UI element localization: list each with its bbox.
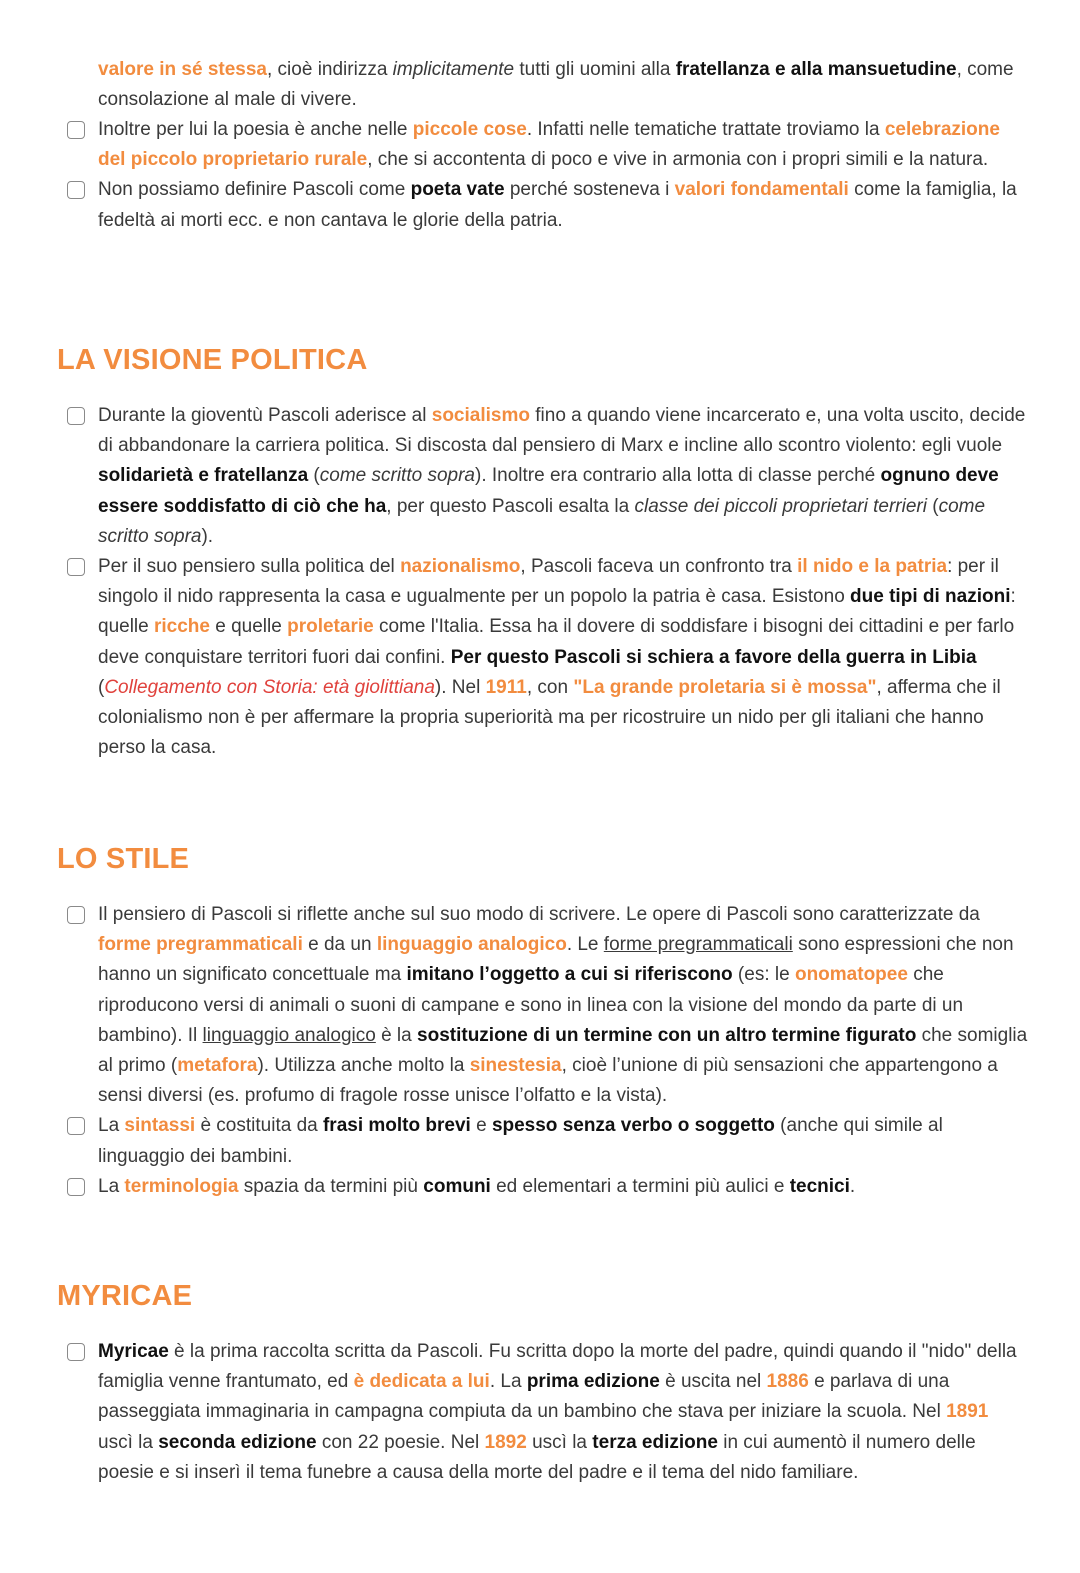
- italic-text: implicitamente: [392, 59, 515, 80]
- text-run: uscì la: [98, 1431, 159, 1453]
- checklist-item: [0, 401, 1028, 552]
- text-run: .: [849, 1175, 856, 1197]
- bold-text: solidarietà e fratellanza: [98, 465, 309, 487]
- checklist-item: [0, 175, 1028, 235]
- bold-text: sostituzione di un termine con un altro termine figurato: [417, 1024, 917, 1046]
- bold-text: comuni: [423, 1175, 491, 1197]
- text-run: con 22 poesie. Nel: [316, 1431, 485, 1453]
- text-run: (es: le: [732, 964, 795, 986]
- text-run: : quelle: [98, 586, 1016, 638]
- text-run: Il pensiero di Pascoli si riflette anche sul suo modo di scrivere. Le opere di Pascoli sono caratterizzate da: [98, 904, 980, 925]
- text-run: ed elementari a termini più aulici e: [490, 1175, 790, 1197]
- text-run: Non possiamo definire Pascoli come: [98, 179, 411, 201]
- text-run: , con: [526, 676, 574, 698]
- bold-text: terza edizione: [592, 1431, 718, 1453]
- text-run: come l'Italia. Essa ha il dovere di soddisfare i bisogni dei cittadini e per farlo deve conquistare territori fuori dai confini.: [98, 616, 1015, 668]
- underlined-text: forme pregrammaticali: [603, 934, 793, 956]
- checkbox-icon[interactable]: [67, 906, 85, 924]
- text-run: spazia da termini più: [238, 1175, 424, 1197]
- text-run: come la famiglia, la fedeltà ai morti ecc. e non cantava le glorie della patria.: [98, 179, 1017, 231]
- text-run: Inoltre per lui la poesia è anche nelle: [98, 119, 413, 140]
- text-run: . Infatti nelle tematiche trattate troviamo la: [526, 119, 885, 140]
- text-run: (anche qui simile al linguaggio dei bambini.: [98, 1115, 943, 1167]
- highlight-text: sintassi: [124, 1115, 196, 1137]
- checklist-item: [0, 1337, 1028, 1488]
- highlight-text: 1911: [485, 676, 527, 698]
- text-run: perché sosteneva i: [504, 179, 675, 201]
- highlight-text: valori fondamentali: [674, 179, 849, 201]
- section-heading: LO STILE: [57, 843, 190, 875]
- text-run: tutti gli uomini alla: [514, 59, 676, 80]
- text-run: è la prima raccolta scritta da Pascoli. Fu scritta dopo la morte del padre, quindi quando il "nido" della famiglia venne frantumato, ed: [98, 1341, 1017, 1393]
- checklist-item: [0, 115, 1028, 175]
- bold-text: seconda edizione: [158, 1431, 317, 1453]
- highlight-text: 1886: [766, 1371, 809, 1393]
- intro-checklist: [0, 115, 1080, 236]
- text-run: sono espressioni che non hanno un significato concettuale ma: [98, 934, 1014, 986]
- checklist-item: [0, 552, 1028, 763]
- text-run: e: [470, 1115, 492, 1137]
- highlight-text: sinestesia: [469, 1055, 562, 1077]
- highlight-text: forme pregrammaticali: [98, 934, 303, 956]
- highlight-text: nazionalismo: [400, 556, 521, 578]
- bold-text: ognuno deve essere soddisfatto di ciò che ha: [98, 465, 999, 517]
- text-run: , come consolazione al male di vivere.: [98, 59, 1014, 111]
- bold-text: due tipi di nazioni: [850, 586, 1011, 608]
- bold-text: spesso senza verbo o soggetto: [491, 1115, 775, 1137]
- italic-text: come scritto sopra: [98, 495, 986, 547]
- highlight-text: ricche: [154, 616, 210, 638]
- highlight-text: 1891: [946, 1401, 989, 1423]
- item-text: [98, 1111, 1028, 1171]
- checkbox-icon[interactable]: [67, 407, 85, 425]
- text-run: ).: [201, 525, 214, 547]
- text-run: , per questo Pascoli esalta la: [386, 495, 635, 517]
- bold-text: imitano l’oggetto a cui si riferiscono: [406, 964, 733, 986]
- text-run: fino a quando viene incarcerato e, una volta uscito, decide di abbandonare la carriera politica. Si discosta dal pensiero di Marx e incline allo scontro violento: egli vuole: [98, 405, 1026, 457]
- text-run: uscì la: [526, 1431, 593, 1453]
- checkbox-icon[interactable]: [67, 558, 85, 576]
- link-text: Collegamento con Storia: età giolittiana: [104, 676, 435, 698]
- section-heading: MYRICAE: [57, 1280, 193, 1312]
- item-text: [98, 115, 1028, 175]
- text-run: è uscita nel: [659, 1371, 767, 1393]
- text-run: ). Utilizza anche molto la: [257, 1055, 470, 1077]
- highlight-text: proletarie: [287, 616, 374, 638]
- text-run: è costituita da: [195, 1115, 323, 1137]
- text-run: , cioè l’unione di più sensazioni che appartengono a sensi diversi (es. profumo di fragole rosse unisce l’olfatto e la vista).: [98, 1055, 998, 1107]
- bold-text: tecnici: [789, 1175, 850, 1197]
- item-text: [98, 1172, 1028, 1202]
- item-text: [98, 401, 1028, 552]
- intro-paragraph: [98, 55, 1028, 115]
- highlight-text: "La grande proletaria si è mossa": [573, 676, 877, 698]
- text-run: è la: [375, 1024, 418, 1046]
- intro-block: [98, 55, 1028, 115]
- text-run: Per il suo pensiero sulla politica del: [98, 556, 401, 578]
- bold-text: frasi molto brevi: [322, 1115, 471, 1137]
- item-text: [98, 900, 1028, 1111]
- highlight-text: 1892: [484, 1431, 527, 1453]
- text-run: La: [98, 1115, 125, 1137]
- text-run: (: [926, 495, 939, 517]
- text-run: , cioè indirizza: [267, 59, 393, 80]
- highlight-text: il nido e la patria: [797, 556, 948, 578]
- text-run: : per il singolo il nido rappresenta la casa e ugualmente per un popolo la patria è casa. Esistono: [98, 556, 999, 608]
- highlight-text: piccole cose: [412, 119, 527, 140]
- highlight-text: è dedicata a lui: [353, 1371, 490, 1393]
- bold-text: poeta vate: [410, 179, 505, 201]
- checklist-item: [0, 900, 1028, 1111]
- bold-text: fratellanza e alla mansuetudine: [675, 59, 957, 80]
- text-run: e da un: [302, 934, 377, 956]
- text-run: Durante la gioventù Pascoli aderisce al: [98, 405, 432, 426]
- text-run: in cui aumentò il numero delle poesie e si inserì il tema funebre a causa della morte del padre e il tema del nido familiare.: [98, 1431, 976, 1483]
- text-run: e quelle: [209, 616, 288, 638]
- text-run: , afferma che il colonialismo non è per affermare la propria superiorità ma per ricostruire un nido per gli italiani che hanno perso la casa.: [98, 676, 1001, 759]
- highlight-text: valore in sé stessa: [98, 59, 267, 80]
- italic-text: come scritto sopra: [319, 465, 475, 487]
- checkbox-icon[interactable]: [67, 121, 85, 139]
- text-run: La: [98, 1175, 125, 1197]
- text-run: , che si accontenta di poco e vive in armonia con i propri simili e la natura.: [367, 149, 989, 171]
- text-run: che riproducono versi di animali o suoni di campane e sono in linea con la visione del mondo da parte di un bambino). Il: [98, 964, 964, 1046]
- text-run: (: [308, 465, 320, 487]
- highlight-text: metafora: [177, 1055, 258, 1077]
- item-text: [98, 175, 1028, 235]
- highlight-text: terminologia: [124, 1175, 239, 1197]
- checkbox-icon[interactable]: [67, 1178, 85, 1196]
- text-run: . La: [489, 1371, 527, 1393]
- text-run: , Pascoli faceva un confronto tra: [520, 556, 798, 578]
- highlight-text: linguaggio analogico: [376, 934, 567, 956]
- section-heading: LA VISIONE POLITICA: [57, 344, 368, 376]
- text-run: (: [98, 676, 105, 698]
- item-text: [98, 552, 1028, 763]
- checklist-item: [0, 1172, 1028, 1202]
- text-run: ). Inoltre era contrario alla lotta di classe perché: [475, 465, 881, 487]
- checkbox-icon[interactable]: [67, 1117, 85, 1135]
- item-text: [98, 1337, 1028, 1488]
- italic-text: classe dei piccoli proprietari terrieri: [634, 495, 927, 517]
- checkbox-icon[interactable]: [67, 181, 85, 199]
- highlight-text: onomatopee: [794, 964, 908, 986]
- highlight-text: celebrazione del piccolo proprietario rurale: [98, 119, 1000, 171]
- bold-text: Per questo Pascoli si schiera a favore della guerra in Libia: [450, 646, 977, 668]
- highlight-text: socialismo: [431, 405, 530, 426]
- bold-text: prima edizione: [526, 1371, 660, 1393]
- checklist-item: [0, 1111, 1028, 1171]
- underlined-text: linguaggio analogico: [202, 1024, 376, 1046]
- text-run: ). Nel: [434, 676, 486, 698]
- text-run: che somiglia al primo (: [98, 1024, 1028, 1077]
- text-run: e parlava di una passeggiata immaginaria in campagna compiuta da un bambino che stava per iniziare la scuola. Nel: [98, 1371, 950, 1423]
- bold-text: Myricae: [98, 1341, 169, 1362]
- checkbox-icon[interactable]: [67, 1343, 85, 1361]
- text-run: . Le: [566, 934, 604, 956]
